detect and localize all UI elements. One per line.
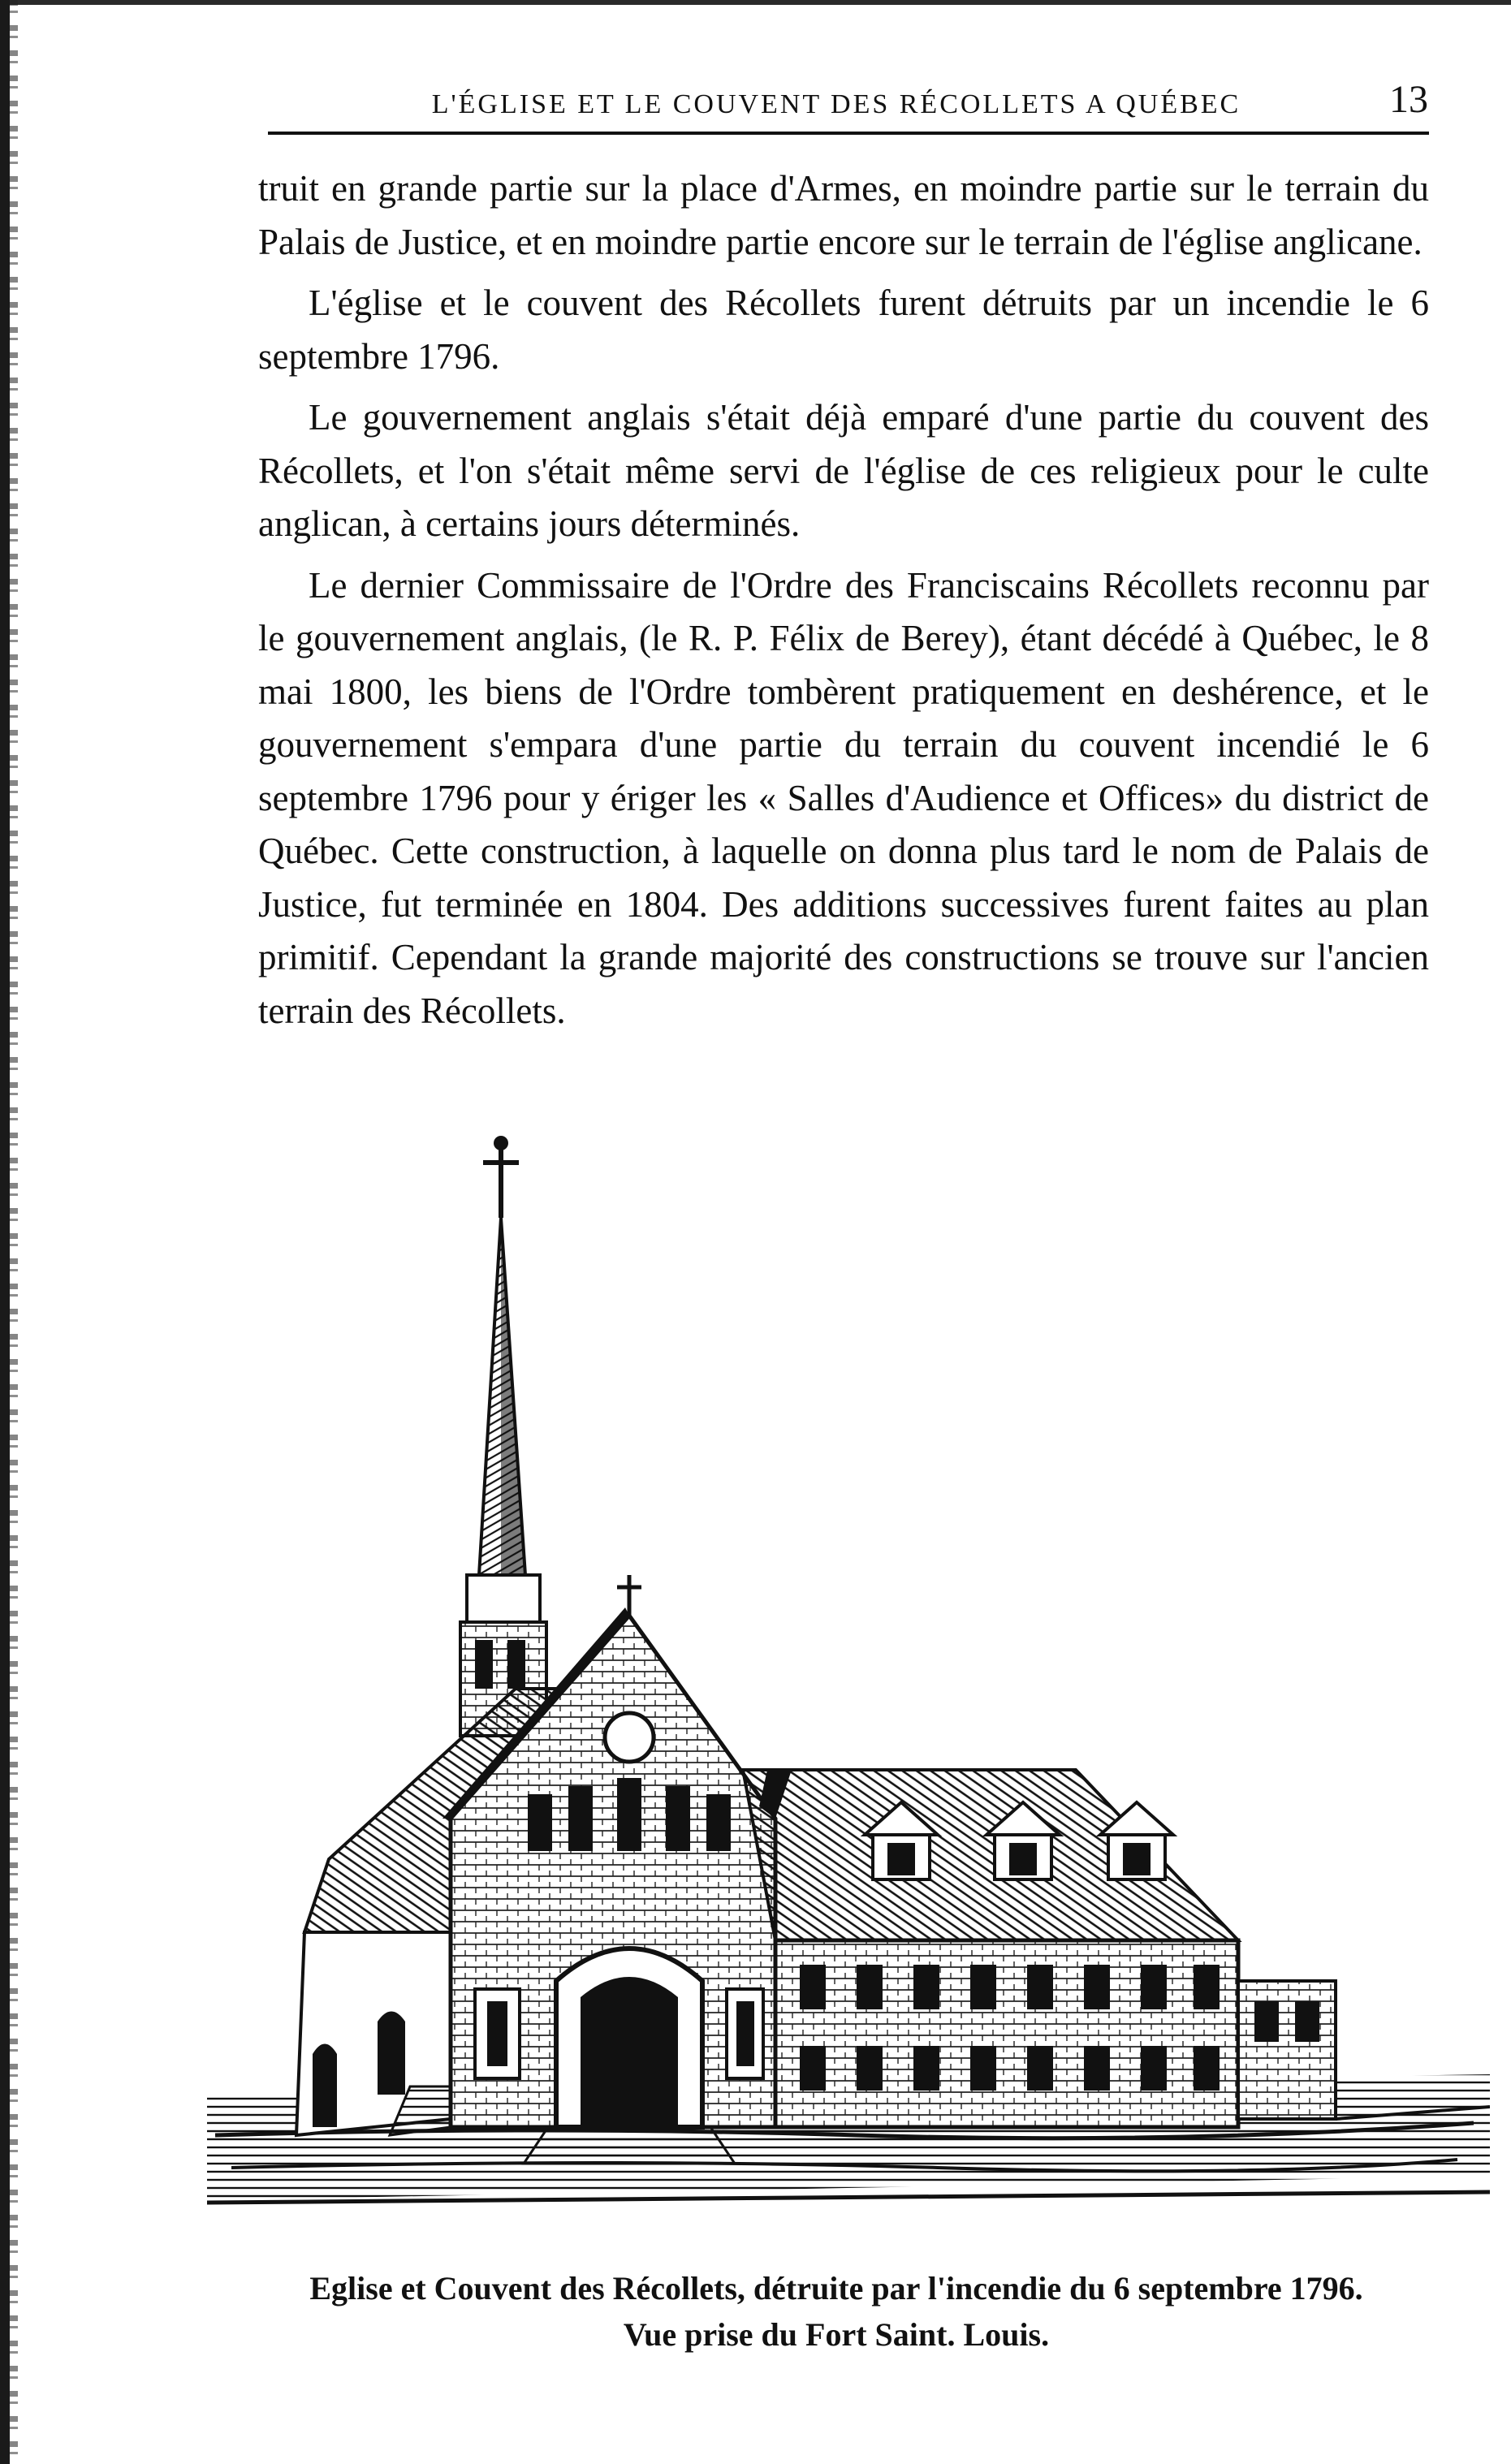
spire-cross (483, 1136, 519, 1218)
dormers (865, 1802, 1173, 1879)
caption-line-1: Eglise et Couvent des Récollets, détruite par l'incendie du 6 septembre 1796. (309, 2270, 1363, 2306)
running-title: L'ÉGLISE ET LE COUVENT DES RÉCOLLETS A QUÉBEC (431, 89, 1241, 119)
paragraph-4: Le dernier Commissaire de l'Ordre des Franciscains Récollets reconnu par le gouvernement anglais, (le R. P. Félix de Berey), étant décédé à Québec, le 8 mai 1800, les biens de l'Ordre tombèrent pratiquement en deshérence, et le gouvernement s'empara d'une partie du terrain du couvent incendié le 6 septembre 1796 pour y ériger les « Salles d'Audience et Offices» du district de Québec. Cette construction, à laquelle on donna plus tard le nom de Palais de Justice, fut terminée en 1804. Des additions successives furent faites au plan primitif. Cependant la grande majorité des constructions se trouve sur l'ancien terrain des Récollets. (258, 564, 1429, 1031)
paragraph-3: Le gouvernement anglais s'était déjà emparé d'une partie du couvent des Récollets, et l'on s'était même servi de l'église de ces religieux pour le culte anglican, à certains jours déterminés. (258, 397, 1429, 544)
paragraph-1: truit en grande partie sur la place d'Armes, en moindre partie sur le terrain du Palais de Justice, et en moindre partie encore sur le terrain de l'église anglicane. (258, 168, 1429, 262)
scan-binding-edge (0, 0, 10, 2464)
page-number: 13 (1389, 78, 1428, 121)
main-door (581, 1977, 678, 2127)
scan-binding-shadow (10, 0, 18, 2464)
scan-top-edge (0, 0, 1511, 5)
entrance-steps (524, 2127, 735, 2164)
facade-cross (617, 1575, 641, 1616)
figure-caption (227, 2265, 1445, 2358)
caption-line-2: Vue prise du Fort Saint. Louis. (623, 2316, 1050, 2353)
annex-wall (1238, 1981, 1336, 2119)
body-text (258, 162, 1429, 1046)
convent-wall (775, 1940, 1238, 2127)
paragraph-2: L'église et le couvent des Récollets furent détruits par un incendie le 6 septembre 1796. (258, 283, 1429, 377)
header-rule (268, 132, 1429, 135)
church-engraving (207, 1120, 1490, 2261)
rose-window (605, 1713, 654, 1762)
